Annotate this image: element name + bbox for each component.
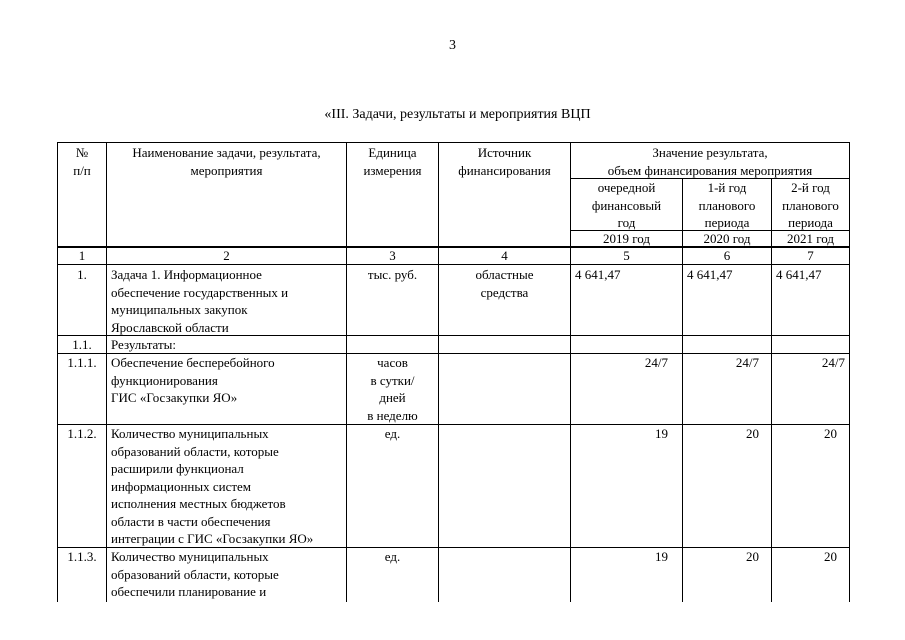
row-name: Обеспечение бесперебойного функционирования ГИС «Госзакупки ЯО» [111, 355, 275, 405]
table-border-top [57, 142, 850, 143]
section-title: «III. Задачи, результаты и мероприятия ВЦП [324, 107, 591, 122]
row-unit: часов в сутки/ дней в неделю [367, 355, 418, 423]
row-value-2019: 19 [655, 549, 668, 564]
table-border-left [57, 142, 58, 602]
row-name: Задача 1. Информационное обеспечение государственных и муниципальных закупок Ярославской области [111, 267, 289, 335]
row-number: 1.1.3. [67, 549, 97, 564]
header-value-group: Значение результата, объем финансирования мероприятия [607, 145, 813, 178]
row-value-2021: 20 [824, 549, 837, 564]
row-value-2021: 24/7 [821, 355, 845, 370]
column-number: 7 [807, 248, 814, 263]
column-number: 4 [501, 248, 508, 263]
row-unit: тыс. руб. [367, 267, 418, 282]
row-value-2020: 24/7 [735, 355, 759, 370]
row-value-2021: 4 641,47 [776, 267, 822, 282]
header-year3: 2021 год [787, 231, 834, 246]
row-value-2019: 4 641,47 [575, 267, 621, 282]
row-source: областные средства [475, 267, 534, 300]
row-value-2020: 4 641,47 [687, 267, 733, 282]
column-number: 5 [623, 248, 630, 263]
header-year2: 2020 год [703, 231, 751, 246]
row-unit: ед. [384, 549, 401, 564]
page-number: 3 [449, 38, 456, 53]
row-name: Количество муниципальных образований области, которые расширили функционал информационных систем исполнения местных бюджетов области в части обеспечения интеграции с ГИС «Госзакупки ЯО» [111, 426, 314, 546]
row-value-2020: 20 [746, 549, 759, 564]
row-name: Результаты: [111, 337, 176, 352]
header-name: Наименование задачи, результата, мероприятия [132, 145, 321, 178]
row-value-2019: 24/7 [644, 355, 668, 370]
column-divider [438, 142, 439, 602]
results-table [57, 142, 850, 602]
header-year1-label: очередной финансовый год [591, 180, 662, 230]
row-number: 1.1.2. [67, 426, 97, 441]
row-number: 1.1. [72, 337, 92, 352]
table-border-right [849, 142, 850, 602]
row-unit: ед. [384, 426, 401, 441]
header-unit: Единица измерения [363, 145, 422, 178]
header-year2-label: 1-й год планового периода [698, 180, 756, 230]
header-year3-label: 2-й год планового периода [782, 180, 839, 230]
column-number: 2 [223, 248, 230, 263]
row-value-2021: 20 [824, 426, 837, 441]
header-source: Источник финансирования [458, 145, 551, 178]
column-number: 3 [389, 248, 396, 263]
row-number: 1. [77, 267, 87, 282]
row-name: Количество муниципальных образований области, которые обеспечили планирование и [111, 549, 279, 599]
row-value-2019: 19 [655, 426, 668, 441]
column-number: 6 [723, 248, 731, 263]
row-number: 1.1.1. [67, 355, 97, 370]
header-year1: 2019 год [603, 231, 650, 246]
header-num: № п/п [73, 145, 91, 178]
column-number: 1 [78, 248, 86, 263]
column-numbers-rule [57, 264, 850, 265]
row-value-2020: 20 [746, 426, 759, 441]
